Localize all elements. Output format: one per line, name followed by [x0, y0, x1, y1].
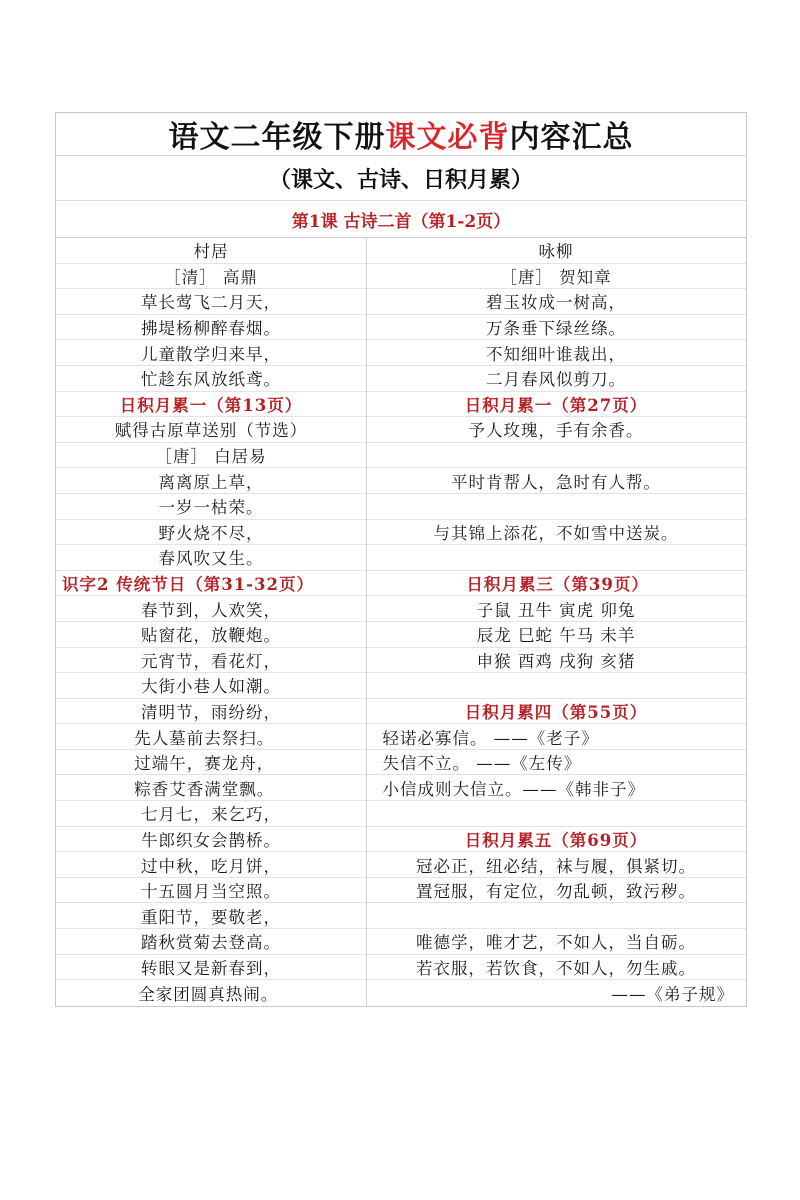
saying-right: 唯德学，唯才艺，不如人，当自砺。: [416, 933, 696, 953]
poem-author-right: ［唐］ 贺知章: [500, 267, 612, 287]
table-row: [56, 648, 746, 674]
zodiac-right: 子鼠 丑牛 寅虎 卯兔: [476, 600, 636, 620]
table-row: [56, 468, 746, 494]
verse-left: 离离原上草，: [158, 472, 264, 492]
verse-left: 大街小巷人如潮。: [141, 677, 281, 697]
page-title: [56, 113, 746, 156]
table-row: [56, 417, 746, 443]
verse-left: 元宵节，看花灯，: [141, 651, 281, 671]
verse-left: 一岁一枯荣。: [158, 498, 264, 518]
verse-left: 贴窗花，放鞭炮。: [141, 626, 281, 646]
table-row: [56, 315, 746, 341]
table-row: [56, 775, 746, 801]
table-row: [56, 929, 746, 955]
table-row: [56, 264, 746, 290]
title-highlight: 课文必背: [385, 120, 510, 155]
table-row: [56, 545, 746, 571]
verse-left: 踏秋赏菊去登高。: [141, 933, 281, 953]
verse-right: 二月春风似剪刀。: [486, 370, 626, 390]
verse-left: 春节到，人欢笑，: [141, 600, 281, 620]
saying-right: 失信不立。 ——《左传》: [382, 754, 582, 774]
verse-left: 野火烧不尽，: [158, 523, 264, 543]
verse-left: 粽香艾香满堂飘。: [134, 779, 275, 799]
table-row: [56, 801, 746, 827]
zodiac-right: 辰龙 巳蛇 午马 未羊: [476, 626, 636, 646]
saying-right: [366, 494, 746, 519]
verse-left: 过端午，赛龙舟，: [134, 754, 275, 774]
verse-left: 全家团圆真热闹。: [138, 985, 279, 1005]
verse-left: 草长莺飞二月天，: [141, 293, 281, 313]
table-row: [56, 980, 746, 1006]
table-row: [56, 622, 746, 648]
table-row: [56, 238, 746, 264]
section-header-right: 日积月累一（第27页）: [464, 395, 648, 415]
poem-title-right: 咏柳: [538, 242, 574, 262]
title-part2: 内容汇总: [509, 120, 634, 155]
saying-right: 与其锦上添花，不如雪中送炭。: [433, 523, 679, 543]
table-row: [56, 903, 746, 929]
table-row: [56, 596, 746, 622]
table-row: [56, 520, 746, 546]
saying-source-right: ——《弟子规》: [611, 985, 734, 1005]
poem-title-left: 赋得古原草送别（节选）: [114, 421, 308, 441]
verse-right: 碧玉妆成一树高，: [486, 293, 626, 313]
table-row: [56, 878, 746, 904]
saying-right: 予人玫瑰，手有余香。: [468, 421, 644, 441]
section-lesson1-header: 第1课 古诗二首（第1-2页）: [56, 201, 746, 238]
section-header-right: 日积月累五（第69页）: [464, 830, 648, 850]
table-row: [56, 366, 746, 392]
table-row: [56, 340, 746, 366]
saying-right: [366, 903, 746, 928]
zodiac-right: 申猴 酉鸡 戌狗 亥猪: [476, 651, 636, 671]
saying-right: 冠必正，纽必结，袜与履，俱紧切。: [416, 856, 696, 876]
verse-left: 春风吹又生。: [158, 549, 264, 569]
section-header-right: 日积月累四（第55页）: [464, 702, 648, 722]
table-row: [56, 724, 746, 750]
content-grid: [56, 238, 746, 1006]
verse-right: 万条垂下绿丝绦。: [486, 319, 626, 339]
table-row: [56, 289, 746, 315]
table-row: [56, 827, 746, 853]
verse-left: 忙趁东风放纸鸢。: [141, 370, 281, 390]
verse-left: 牛郎织女会鹊桥。: [141, 830, 281, 850]
saying-right: [366, 545, 746, 570]
verse-left: 拂堤杨柳醉春烟。: [141, 319, 281, 339]
verse-right: 不知细叶谁裁出，: [486, 344, 626, 364]
verse-left: 过中秋，吃月饼，: [141, 856, 281, 876]
table-row: [56, 673, 746, 699]
saying-right: 小信成则大信立。——《韩非子》: [382, 779, 646, 799]
saying-right: [366, 801, 746, 826]
saying-right: [366, 673, 746, 698]
poem-title-left: 村居: [193, 242, 229, 262]
section-header-left: 日积月累一（第13页）: [119, 395, 303, 415]
table-row: [56, 852, 746, 878]
verse-left: 转眼又是新春到，: [141, 958, 281, 978]
poem-author-left: ［清］ 高鼎: [164, 267, 258, 287]
section-header-left: 识字2 传统节日（第31-32页）: [62, 575, 314, 595]
saying-right: 置冠服，有定位，勿乱顿，致污秽。: [416, 882, 696, 902]
page-subtitle: （课文、古诗、日积月累）: [56, 156, 746, 201]
table-row: [56, 392, 746, 418]
saying-right: 若衣服，若饮食，不如人，勿生戚。: [416, 958, 696, 978]
verse-left: 清明节，雨纷纷，: [141, 702, 281, 722]
table-row: [56, 750, 746, 776]
saying-right: 平时肯帮人，急时有人帮。: [451, 472, 661, 492]
verse-left: 重阳节，要敬老，: [141, 907, 281, 927]
section-header-right: 日积月累三（第39页）: [466, 575, 649, 595]
saying-right: 轻诺必寡信。 ——《老子》: [382, 728, 599, 748]
table-row: [56, 955, 746, 981]
summary-sheet: [55, 112, 747, 1007]
table-row: [56, 699, 746, 725]
poem-author-left: ［唐］ 白居易: [155, 447, 267, 467]
saying-right: [366, 443, 746, 468]
verse-left: 七月七，来乞巧，: [141, 805, 281, 825]
title-part1: 语文二年级下册: [168, 120, 386, 155]
table-row: [56, 443, 746, 469]
table-row: [56, 571, 746, 597]
verse-left: 先人墓前去祭扫。: [134, 728, 275, 748]
verse-left: 儿童散学归来早，: [141, 344, 281, 364]
verse-left: 十五圆月当空照。: [141, 882, 281, 902]
table-row: [56, 494, 746, 520]
